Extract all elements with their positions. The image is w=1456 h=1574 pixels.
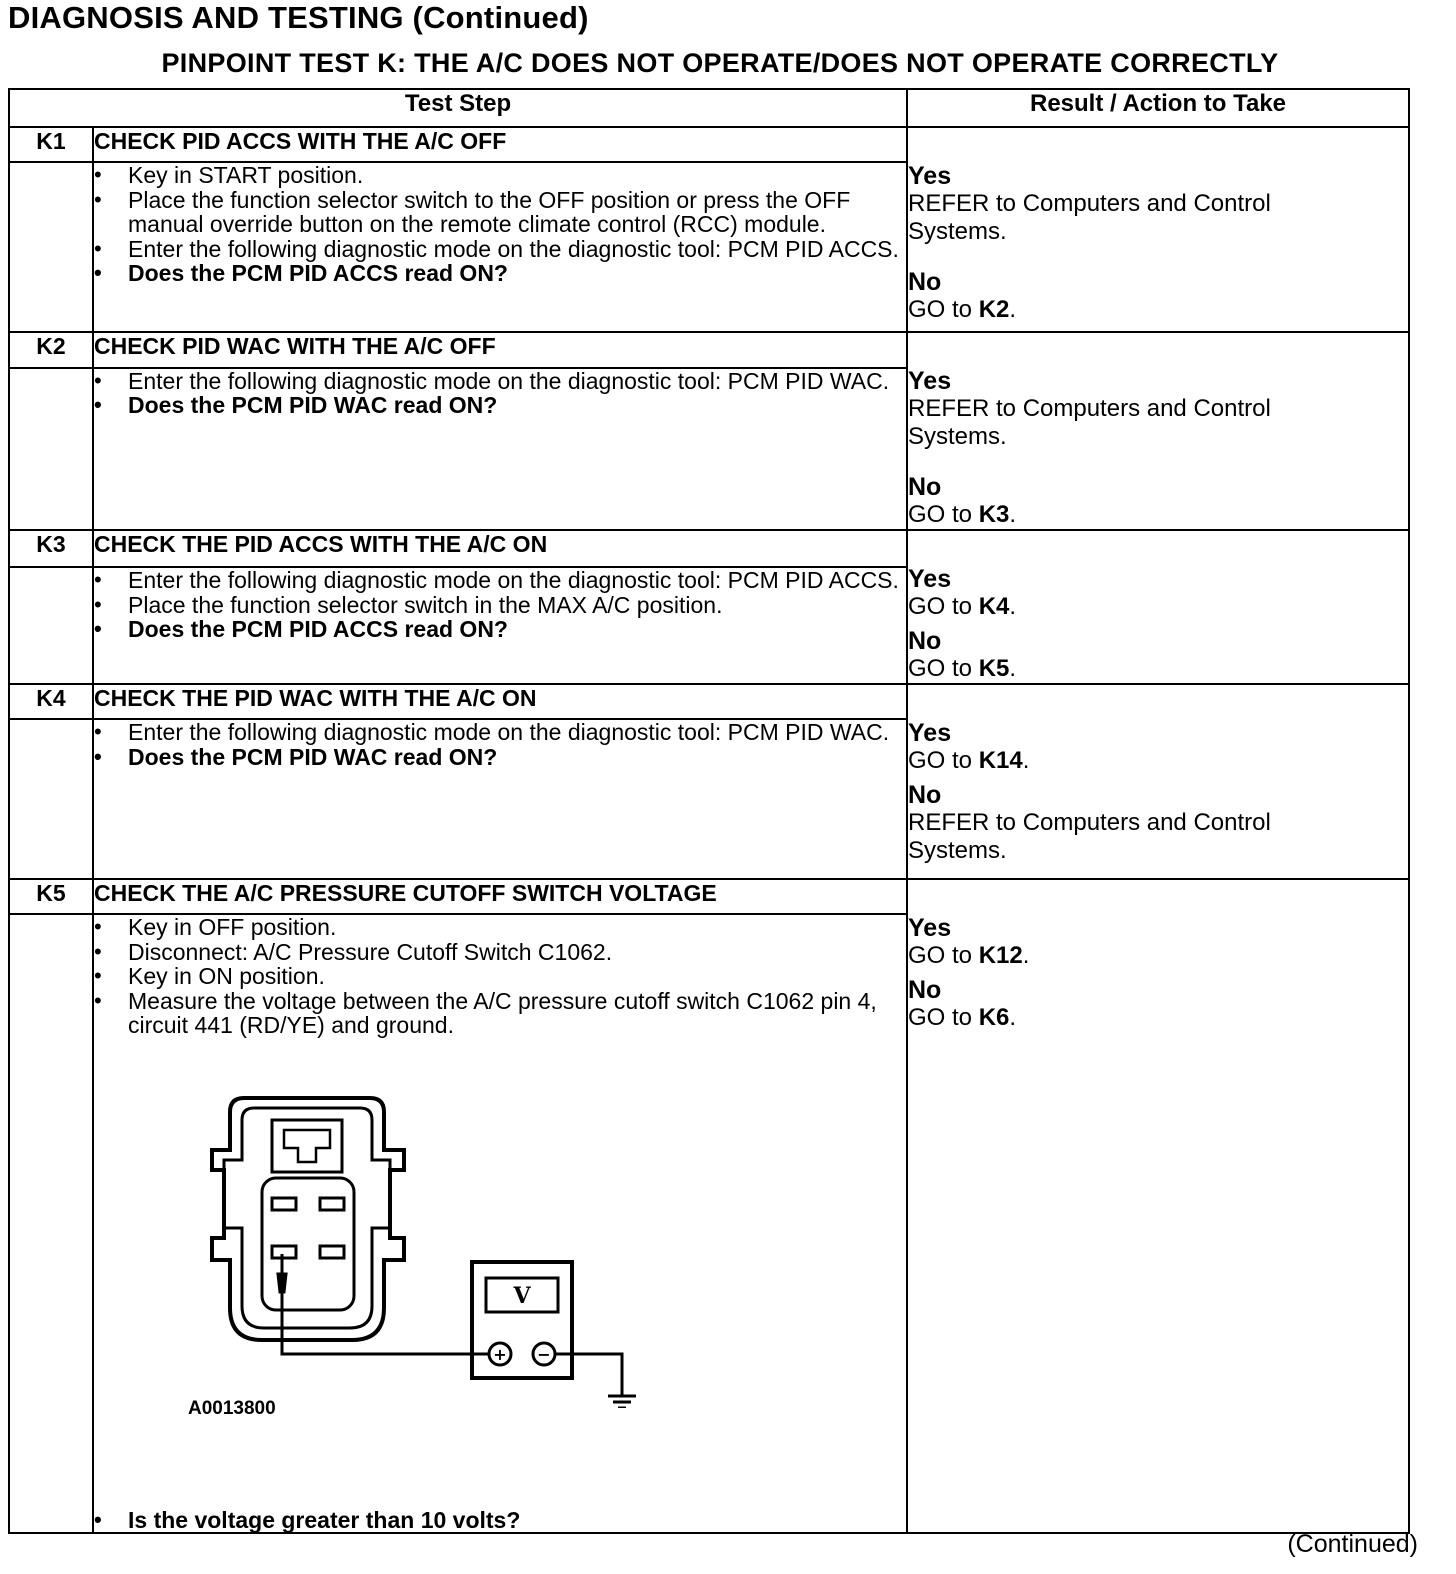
result-yes-label: Yes	[908, 565, 952, 593]
result-no-label: No	[908, 473, 942, 501]
step-id: K2	[9, 332, 93, 368]
step-question: • Does the PCM PID ACCS read ON?	[94, 617, 906, 642]
step-spacer	[9, 368, 93, 530]
list-item: • Place the function selector switch to the OFF position or press the OFF manual override button on the remote climate control (RCC) module.	[94, 188, 906, 237]
step-question: • Does the PCM PID ACCS read ON?	[94, 261, 906, 286]
step-spacer	[9, 719, 93, 879]
step-reference: K2	[978, 296, 1010, 323]
result-yes-text: REFER to Computers and Control Systems.	[908, 190, 1271, 245]
step-instructions	[94, 163, 906, 286]
continued-label: (Continued)	[1287, 1530, 1418, 1558]
probe-lead	[278, 1254, 286, 1292]
connector-lock-tab	[272, 1120, 342, 1172]
step-body	[93, 914, 907, 1533]
voltmeter-unit-label: V	[513, 1282, 531, 1309]
result-yes-text: GO to K14.	[908, 747, 1030, 774]
step-id: K3	[9, 530, 93, 567]
result-no-text: GO to K6.	[908, 1004, 1017, 1031]
pinpoint-test-table	[8, 88, 1410, 1534]
connector-pin-4	[320, 1246, 344, 1258]
step-question-list	[94, 1508, 906, 1533]
result-yes-text: GO to K4.	[908, 593, 1017, 620]
step-instructions	[94, 369, 906, 418]
result-no-label: No	[908, 268, 942, 296]
connector-diagram	[94, 1078, 714, 1408]
connector-pin-2	[320, 1198, 344, 1210]
result-yes-text: GO to K12.	[908, 942, 1030, 969]
step-title: CHECK THE PID ACCS WITH THE A/C ON	[93, 530, 907, 567]
step-id: K4	[9, 684, 93, 719]
step-reference: K12	[978, 942, 1023, 969]
pinpoint-test-title: PINPOINT TEST K: THE A/C DOES NOT OPERATE/DOES NOT OPERATE CORRECTLY	[161, 48, 1279, 78]
step-reference: K14	[978, 747, 1023, 774]
step-reference: K3	[978, 501, 1010, 528]
connector-pin-1	[272, 1198, 296, 1210]
step-title: CHECK PID WAC WITH THE A/C OFF	[93, 332, 907, 368]
step-k1-title-row	[9, 127, 1409, 162]
positive-lead-wire	[282, 1292, 499, 1354]
step-body	[93, 719, 907, 879]
step-id: K1	[9, 127, 93, 162]
step-body	[93, 567, 907, 684]
step-result-cell	[907, 127, 1409, 332]
step-question: • Does the PCM PID WAC read ON?	[94, 745, 906, 770]
step-body	[93, 162, 907, 332]
page-title: DIAGNOSIS AND TESTING (Continued)	[8, 0, 589, 35]
list-item: • Key in START position.	[94, 163, 906, 188]
voltmeter-positive-sign: +	[493, 1344, 507, 1364]
connector-pin-3	[272, 1246, 296, 1258]
step-instructions	[94, 568, 906, 642]
result-no-label: No	[908, 781, 942, 809]
step-body	[93, 368, 907, 530]
result-no-label: No	[908, 627, 942, 655]
result-yes-text: REFER to Computers and Control Systems.	[908, 395, 1271, 450]
step-instructions	[94, 915, 906, 1038]
ground-symbol	[608, 1396, 636, 1408]
column-header-test-step: Test Step	[9, 89, 907, 127]
table-header-row	[9, 89, 1409, 127]
step-id: K5	[9, 879, 93, 914]
step-question: • Is the voltage greater than 10 volts?	[94, 1508, 906, 1533]
step-k5-title-row	[9, 879, 1409, 914]
connector-inner-outline	[224, 1108, 390, 1328]
step-spacer	[9, 162, 93, 332]
step-reference: K5	[978, 655, 1010, 682]
step-result-cell	[907, 879, 1409, 1533]
list-item: • Disconnect: A/C Pressure Cutoff Switch C1062.	[94, 940, 906, 965]
step-result-cell	[907, 332, 1409, 530]
list-item: • Measure the voltage between the A/C pressure cutoff switch C1062 pin 4, circuit 441 (RD/YE) and ground.	[94, 989, 906, 1038]
step-instructions	[94, 720, 906, 769]
ground-lead-wire	[555, 1354, 622, 1396]
list-item: • Key in OFF position.	[94, 915, 906, 940]
step-k2-title-row	[9, 332, 1409, 368]
result-yes-label: Yes	[908, 367, 952, 395]
result-no-text: REFER to Computers and Control Systems.	[908, 809, 1271, 864]
list-item: • Key in ON position.	[94, 964, 906, 989]
step-title: CHECK THE A/C PRESSURE CUTOFF SWITCH VOLTAGE	[93, 879, 907, 914]
step-spacer	[9, 914, 93, 1533]
result-yes-label: Yes	[908, 914, 952, 942]
step-reference: K6	[978, 1004, 1010, 1031]
result-yes-label: Yes	[908, 162, 952, 190]
step-k4-title-row	[9, 684, 1409, 719]
step-result-cell	[907, 530, 1409, 684]
result-no-text: GO to K3.	[908, 501, 1017, 528]
step-reference: K4	[978, 593, 1010, 620]
column-header-result: Result / Action to Take	[907, 89, 1409, 127]
list-item: • Enter the following diagnostic mode on the diagnostic tool: PCM PID WAC.	[94, 720, 906, 745]
list-item: • Place the function selector switch in the MAX A/C position.	[94, 593, 906, 618]
list-item: • Enter the following diagnostic mode on the diagnostic tool: PCM PID ACCS.	[94, 568, 906, 593]
result-no-text: GO to K2.	[908, 296, 1017, 323]
result-no-text: GO to K5.	[908, 655, 1017, 682]
step-result-cell	[907, 684, 1409, 879]
step-spacer	[9, 567, 93, 684]
step-k3-title-row	[9, 530, 1409, 567]
result-yes-label: Yes	[908, 719, 952, 747]
result-no-label: No	[908, 976, 942, 1004]
figure-id: A0013800	[188, 1397, 276, 1419]
list-item: • Enter the following diagnostic mode on the diagnostic tool: PCM PID WAC.	[94, 369, 906, 394]
connector-voltage-figure	[94, 1078, 906, 1508]
voltmeter-negative-sign: −	[537, 1344, 551, 1364]
step-question: • Does the PCM PID WAC read ON?	[94, 393, 906, 418]
list-item: • Enter the following diagnostic mode on the diagnostic tool: PCM PID ACCS.	[94, 237, 906, 262]
step-title: CHECK PID ACCS WITH THE A/C OFF	[93, 127, 907, 162]
step-title: CHECK THE PID WAC WITH THE A/C ON	[93, 684, 907, 719]
